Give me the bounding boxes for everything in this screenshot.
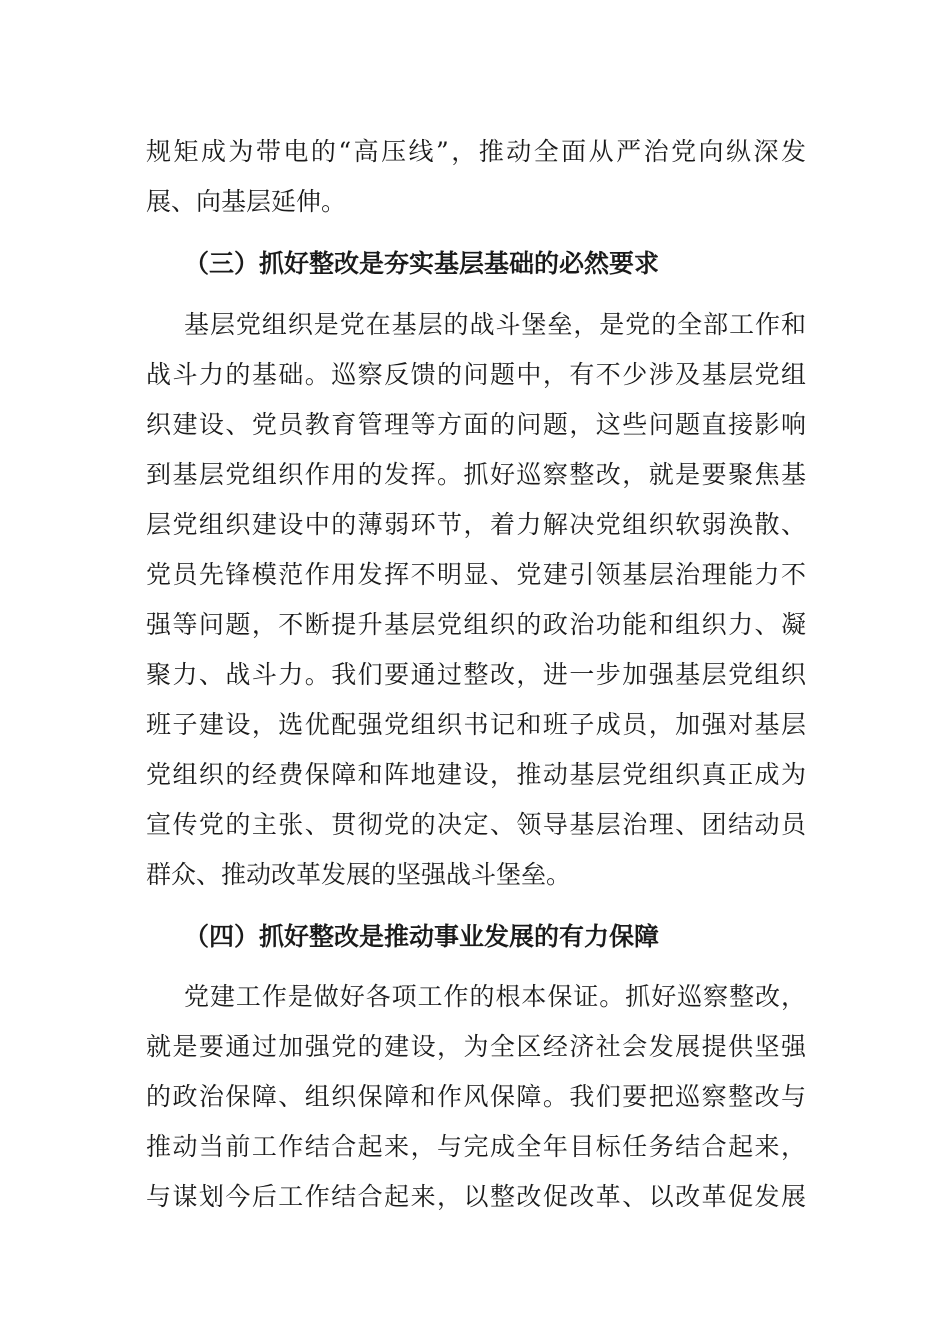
text-line: 与谋划今后工作结合起来，以整改促改革、以改革促发展 [146, 1182, 806, 1211]
text-line: 到基层党组织作用的发挥。抓好巡察整改，就是要聚焦基 [146, 460, 806, 489]
text-line: 战斗力的基础。巡察反馈的问题中，有不少涉及基层党组 [146, 360, 806, 389]
text-line: 强等问题，不断提升基层党组织的政治功能和组织力、凝 [146, 610, 806, 639]
text-line: 群众、推动改革发展的坚强战斗堡垒。 [146, 860, 572, 889]
text-line: 规矩成为带电的“高压线”，推动全面从严治党向纵深发 [146, 137, 806, 166]
text-line: 党员先锋模范作用发挥不明显、党建引领基层治理能力不 [146, 560, 806, 589]
text-line: 就是要通过加强党的建设，为全区经济社会发展提供坚强 [146, 1032, 806, 1061]
section-heading-4: （四）抓好整改是推动事业发展的有力保障 [184, 922, 660, 951]
text-line: 聚力、战斗力。我们要通过整改，进一步加强基层党组织 [146, 660, 806, 689]
text-line: 党建工作是做好各项工作的根本保证。抓好巡察整改， [184, 982, 806, 1011]
text-line: 宣传党的主张、贯彻党的决定、领导基层治理、团结动员 [146, 810, 806, 839]
text-line: 的政治保障、组织保障和作风保障。我们要把巡察整改与 [146, 1082, 806, 1111]
text-line: 层党组织建设中的薄弱环节，着力解决党组织软弱涣散、 [146, 510, 806, 539]
text-line: 基层党组织是党在基层的战斗堡垒，是党的全部工作和 [184, 310, 806, 339]
section-heading-3: （三）抓好整改是夯实基层基础的必然要求 [184, 249, 660, 278]
text-line: 班子建设，选优配强党组织书记和班子成员，加强对基层 [146, 710, 806, 739]
text-line: 推动当前工作结合起来，与完成全年目标任务结合起来， [146, 1132, 806, 1161]
text-line: 织建设、党员教育管理等方面的问题，这些问题直接影响 [146, 410, 806, 439]
text-line: 展、向基层延伸。 [146, 187, 347, 216]
text-line: 党组织的经费保障和阵地建设，推动基层党组织真正成为 [146, 760, 806, 789]
